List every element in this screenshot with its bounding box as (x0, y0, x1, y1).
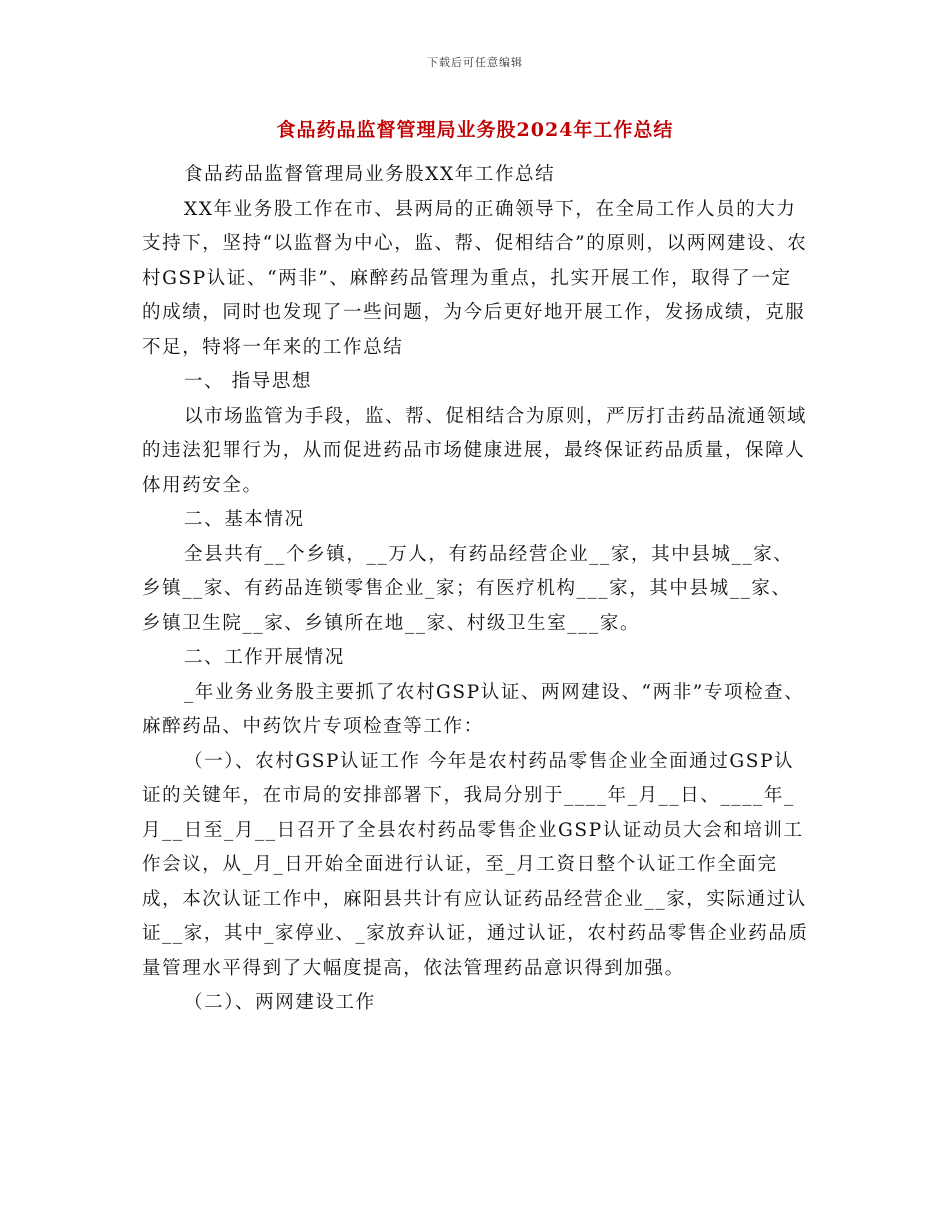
heading-basic-situation: 二、基本情况 (184, 509, 305, 530)
paragraph-intro: XX年业务股工作在市、县两局的正确领导下，在全局工作人员的大力支持下，坚持“以监督为中心，监、帮、促相结合”的原则，以两网建设、农村GSP认证、“两非”、麻醉药品管理为重点，扎实开展工作，取得了一定的成绩，同时也发现了一些问题，为今后更好地开展工作，发扬成绩，克服不足，特将一年来的工作总结 (142, 198, 808, 358)
paragraph-basic-situation: 全县共有__个乡镇，__万人，有药品经营企业__家，其中县城__家、乡镇__家、有药品连锁零售企业_家；有医疗机构___家，其中县城__家、乡镇卫生院__家、乡镇所在地__家、村级卫生室___家。 (142, 543, 794, 634)
paragraph-work-progress: _年业务业务股主要抓了农村GSP认证、两网建设、“两非”专项检查、麻醉药品、中药饮片专项检查等工作： (142, 681, 805, 737)
heading-guiding-ideology: 一、 指导思想 (184, 371, 313, 392)
paragraph-guiding-ideology: 以市场监管为手段，监、帮、促相结合为原则，严厉打击药品流通领域的违法犯罪行为，从而促进药品市场健康进展，最终保证药品质量，保障人体用药安全。 (142, 405, 808, 496)
heading-two-networks: （二）、两网建设工作 (184, 992, 376, 1013)
heading-work-progress: 二、工作开展情况 (184, 647, 345, 668)
header-note: 下载后可任意编辑 (427, 56, 523, 69)
document-title: 食品药品监督管理局业务股2024年工作总结 (276, 119, 674, 141)
document-body (142, 158, 810, 1021)
paragraph-gsp-certification: （一）、农村GSP认证工作 今年是农村药品零售企业全面通过GSP认证的关键年，在市局的安排部署下，我局分别于____年_月__日、____年_月__日至_月__日召开了全县农村药品零售企业GSP认证动员大会和培训工作会议，从_月_日开始全面进行认证，至_月工资日整个认证工作全面完成，本次认证工作中，麻阳县共计有应认证药品经营企业__家，实际通过认证__家，其中_家停业、_家放弃认证，通过认证，农村药品零售企业药品质量管理水平得到了大幅度提高，依法管理药品意识得到加强。 (142, 750, 809, 979)
paragraph-subtitle: 食品药品监督管理局业务股XX年工作总结 (184, 164, 556, 185)
